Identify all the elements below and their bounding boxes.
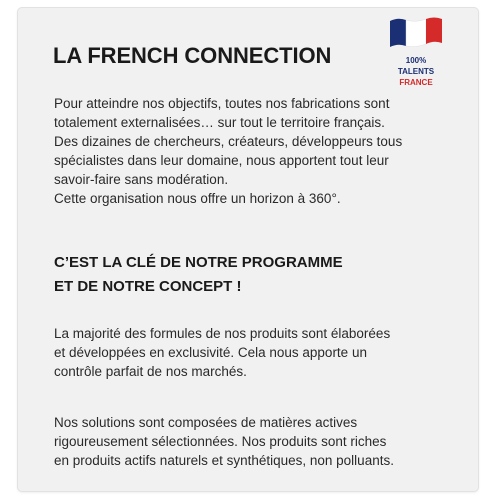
badge-percent: 100% <box>405 56 427 65</box>
text-line: totalement externalisées… sur tout le territoire français. <box>54 115 385 130</box>
solutions-paragraph <box>54 413 454 470</box>
intro-paragraph <box>54 94 454 208</box>
text-line: savoir-faire sans modération. <box>54 172 229 187</box>
text-line: Des dizaines de chercheurs, créateurs, développeurs tous <box>54 134 403 149</box>
text-line: en produits actifs naturels et synthétiques, non polluants. <box>54 453 394 468</box>
text-line: rigoureusement sélectionnées. Nos produits sont riches <box>54 434 387 449</box>
subheading-line: ET DE NOTRE CONCEPT ! <box>54 278 242 295</box>
text-line: Pour atteindre nos objectifs, toutes nos fabrications sont <box>54 96 390 111</box>
page-title: LA FRENCH CONNECTION <box>53 43 332 68</box>
program-subheading <box>54 251 464 299</box>
text-line: La majorité des formules de nos produits sont élaborées <box>54 326 391 341</box>
formulas-paragraph <box>54 324 454 381</box>
text-line: et développées en exclusivité. Cela nous apporte un <box>54 345 367 360</box>
text-line: spécialistes dans leur domaine, nous apportent tout leur <box>54 153 389 168</box>
info-card <box>18 8 478 491</box>
french-flag-icon <box>386 13 446 51</box>
text-line: Cette organisation nous offre un horizon à 360°. <box>54 191 341 206</box>
subheading-line: C’EST LA CLÉ DE NOTRE PROGRAMME <box>54 254 343 271</box>
badge-france: FRANCE <box>399 78 433 87</box>
text-line: Nos solutions sont composées de matières actives <box>54 415 358 430</box>
badge-talents: TALENTS <box>397 67 435 76</box>
text-line: contrôle parfait de nos marchés. <box>54 364 247 379</box>
talents-france-badge <box>378 13 454 98</box>
